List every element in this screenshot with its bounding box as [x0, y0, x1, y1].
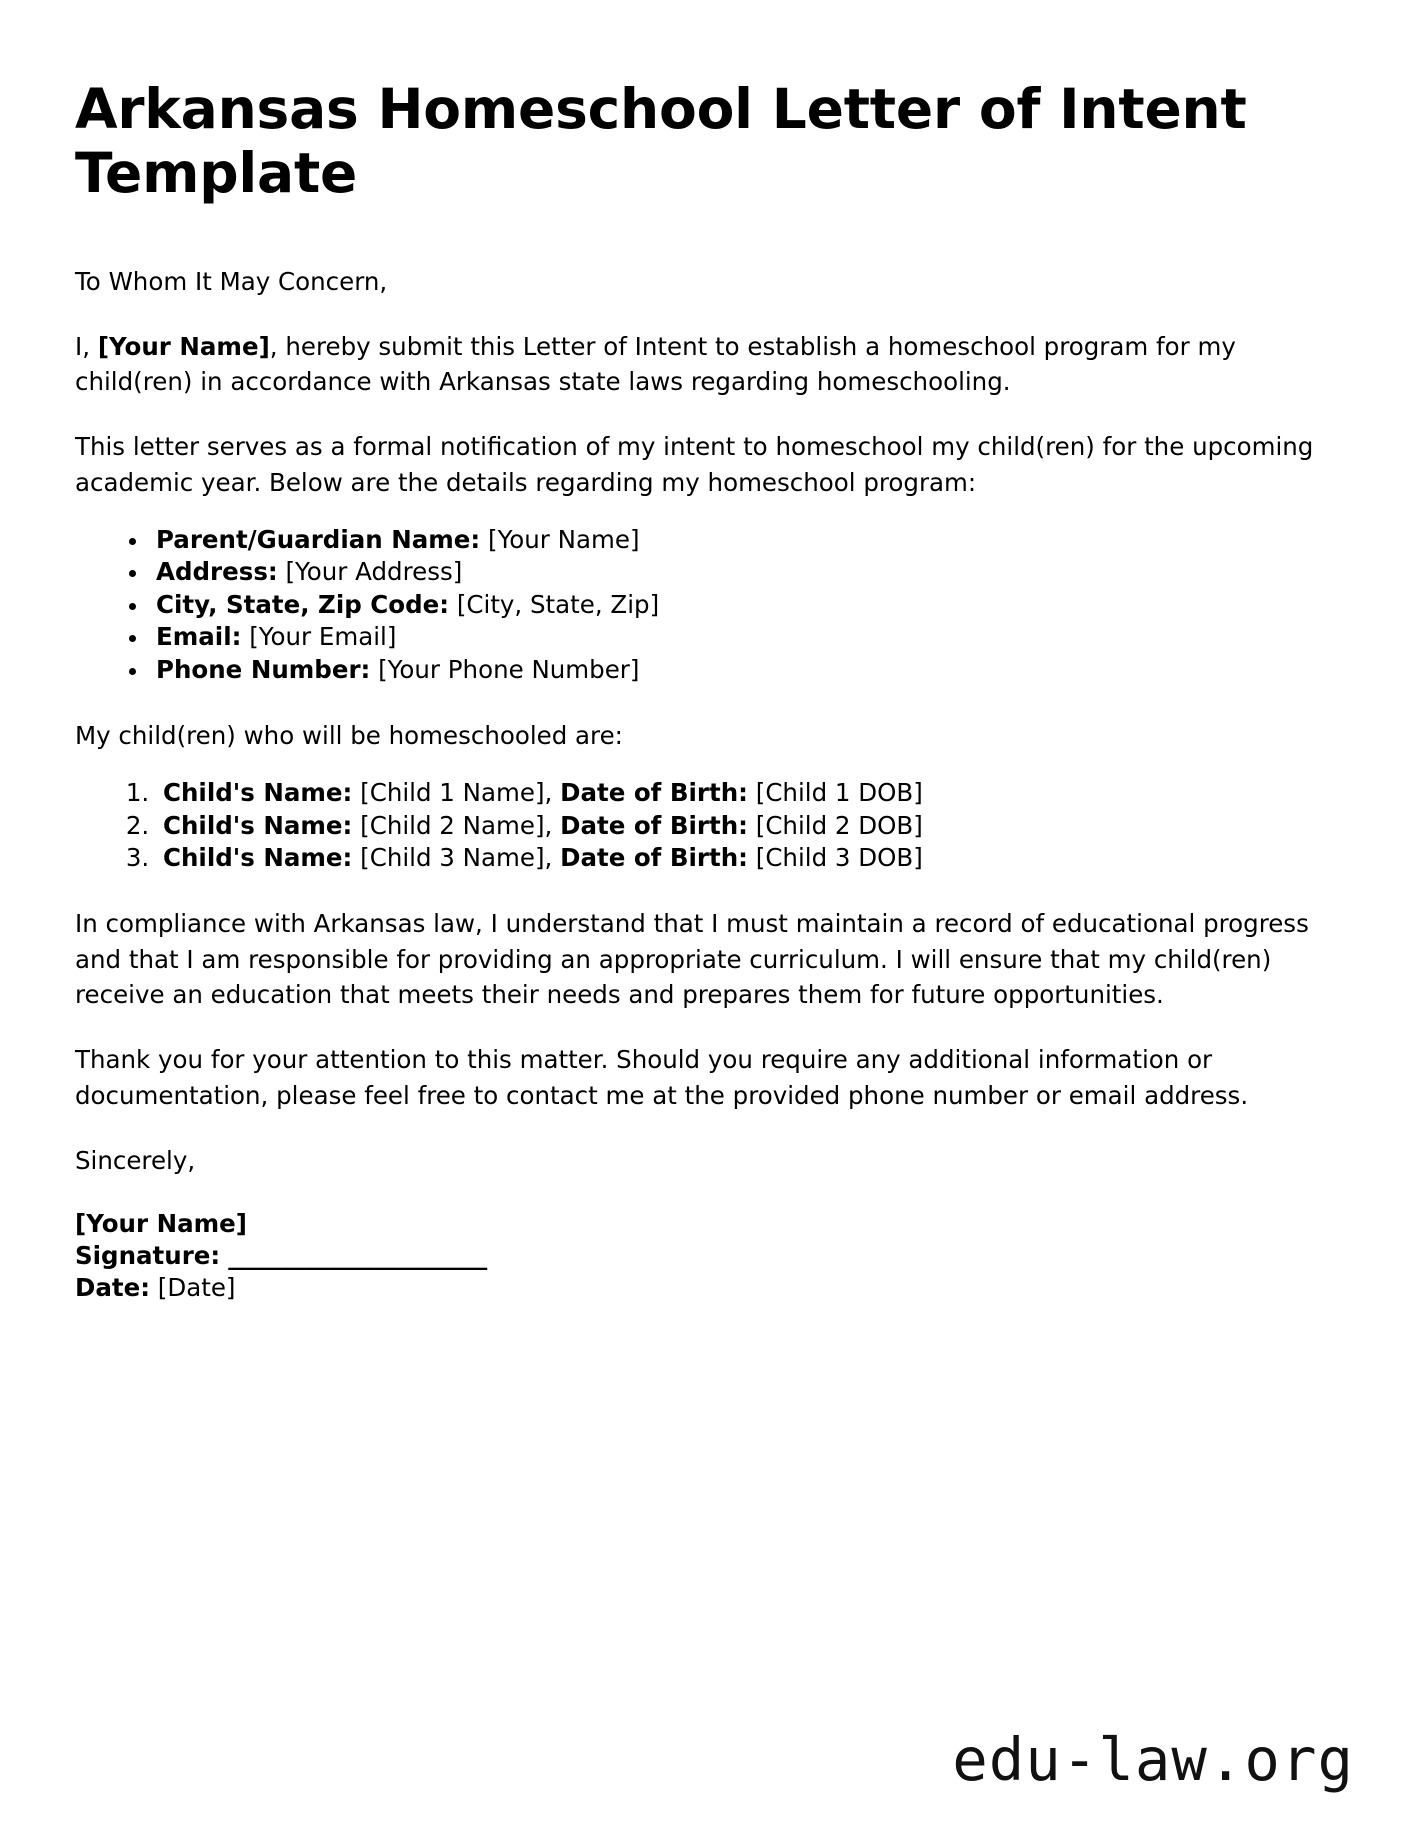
- child-name-label: Child's Name:: [163, 843, 353, 873]
- list-item: [157, 812, 1341, 840]
- info-label: Email:: [156, 622, 242, 652]
- list-item: [150, 558, 1341, 586]
- spacer: [75, 753, 1341, 779]
- info-value: [Your Address]: [285, 557, 463, 587]
- info-label: City, State, Zip Code:: [156, 589, 450, 619]
- closing-line: Sincerely,: [75, 1145, 196, 1175]
- list-item: [150, 526, 1341, 554]
- children-list: [75, 779, 1341, 872]
- signature-rule: ______________________: [220, 1240, 487, 1270]
- spacer: [75, 688, 1341, 718]
- list-item: [157, 779, 1341, 807]
- date-label: Date:: [75, 1272, 150, 1302]
- spacer: [75, 1113, 1341, 1143]
- notification-paragraph: This letter serves as a formal notification of my intent to homeschool my child(ren) for the upcoming academic year. Below are the details regarding my homeschool program:: [75, 432, 1314, 497]
- site-watermark: edu-law.org: [952, 1725, 1354, 1794]
- date-value: [Date]: [157, 1272, 236, 1302]
- intro-suffix: , hereby submit this Letter of Intent to establish a homeschool program for my child(ren) in accordance with Arkansas state laws regarding homeschooling.: [75, 331, 1236, 397]
- spacer: [75, 1178, 1341, 1208]
- date-row: [75, 1272, 1341, 1304]
- spacer: [75, 1012, 1341, 1042]
- child-dob-label: Date of Birth:: [560, 843, 748, 873]
- spacer: [75, 206, 1341, 264]
- child-dob-label: Date of Birth:: [560, 810, 748, 840]
- signature-block: [75, 1208, 1341, 1304]
- child-dob-value: [Child 3 DOB]: [755, 843, 923, 873]
- spacer: [75, 399, 1341, 429]
- info-label: Address:: [156, 557, 278, 587]
- salutation: To Whom It May Concern,: [75, 266, 388, 296]
- children-intro-paragraph: My child(ren) who will be homeschooled are:: [75, 720, 623, 750]
- thanks-paragraph: Thank you for your attention to this matter. Should you require any additional information or documentation, please feel free to contact me at the provided phone number or email address.: [75, 1045, 1249, 1110]
- spacer: [75, 500, 1341, 526]
- list-item: [157, 844, 1341, 872]
- info-value: [Your Phone Number]: [378, 654, 640, 684]
- signature-name: [Your Name]: [75, 1209, 247, 1239]
- info-value: [Your Name]: [488, 524, 640, 554]
- compliance-paragraph: In compliance with Arkansas law, I understand that I must maintain a record of educational progress and that I am responsible for providing an appropriate curriculum. I will ensure that my child(ren) receive an education that meets their needs and prepares them for future opportunities.: [75, 909, 1309, 1009]
- contact-info-list: [75, 526, 1341, 684]
- intro-prefix: I,: [75, 331, 98, 361]
- child-dob-label: Date of Birth:: [560, 778, 748, 808]
- child-name-label: Child's Name:: [163, 810, 353, 840]
- child-dob-value: [Child 2 DOB]: [755, 810, 923, 840]
- page-title: Arkansas Homeschool Letter of Intent Template: [75, 77, 1247, 205]
- child-name-value: [Child 3 Name],: [360, 843, 553, 873]
- info-label: Phone Number:: [156, 654, 371, 684]
- list-item: [150, 656, 1341, 684]
- intro-paragraph: [75, 329, 1320, 400]
- signature-label: Signature:: [75, 1240, 221, 1270]
- child-dob-value: [Child 1 DOB]: [755, 778, 923, 808]
- child-name-label: Child's Name:: [163, 778, 353, 808]
- spacer: [75, 876, 1341, 906]
- list-item: [150, 623, 1341, 651]
- child-name-value: [Child 2 Name],: [360, 810, 553, 840]
- info-value: [City, State, Zip]: [456, 589, 660, 619]
- intro-name-placeholder: [Your Name]: [97, 331, 270, 361]
- info-value: [Your Email]: [249, 622, 397, 652]
- spacer: [75, 299, 1341, 329]
- list-item: [150, 591, 1341, 619]
- child-name-value: [Child 1 Name],: [360, 778, 553, 808]
- info-label: Parent/Guardian Name:: [156, 524, 481, 554]
- signature-line-row: [75, 1240, 1341, 1272]
